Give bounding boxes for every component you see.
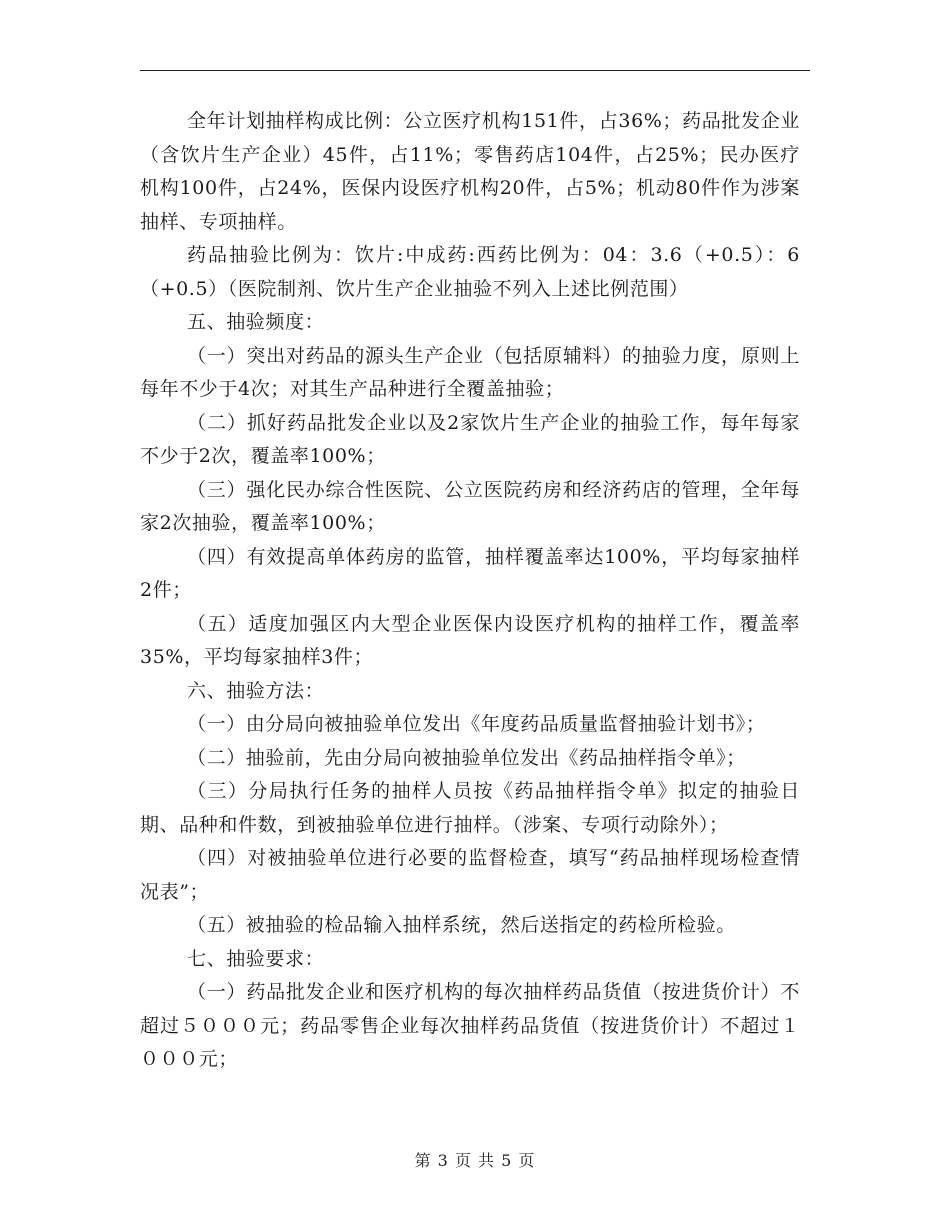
section-heading-frequency: 五、抽验频度： (187, 311, 325, 333)
method-item-2: （二）抽验前，先由分局向被抽验单位发出《药品抽样指令单》； (187, 746, 746, 769)
frequency-item-5: （五）适度加强区内大型企业医保内设医疗机构的抽样工作，覆盖率35%，平均每家抽样3件； (140, 612, 800, 668)
requirement-item-1: （一）药品批发企业和医疗机构的每次抽样药品货值（按进货价计）不超过５０００元；药品零售企业每次抽样药品货值（按进货价计）不超过１０００元； (140, 981, 800, 1070)
paragraph-drug-ratio: 药品抽验比例为：饮片:中成药:西药比例为：04：3.6（+0.5）：6（+0.5）（医院制剂、饮片生产企业抽验不列入上述比例范围） (140, 244, 800, 300)
frequency-item-4: （四）有效提高单体药房的监管，抽样覆盖率达100%，平均每家抽样2件； (140, 545, 800, 601)
section-heading-requirements: 七、抽验要求： (187, 947, 325, 970)
page-number: 第 3 页 共 5 页 (414, 1151, 536, 1170)
method-item-1: （一）由分局向被抽验单位发出《年度药品质量监督抽验计划书》； (187, 713, 766, 735)
paragraph-sampling-ratio: 全年计划抽样构成比例：公立医疗机构151件，占36%；药品批发企业（含饮片生产企业）45件，占11%；零售药店104件，占25%；民办医疗机构100件，占24%，医保内设医疗机构20件，占5%；机动80件作为涉案抽样、专项抽样。 (140, 110, 800, 233)
frequency-item-3: （三）强化民办综合性医院、公立医院药房和经济药店的管理，全年每家2次抽验，覆盖率100%； (140, 478, 800, 534)
body-text (140, 105, 800, 1077)
method-item-5: （五）被抽验的检品输入抽样系统，然后送指定的药检所检验。 (187, 914, 736, 936)
header-rule (140, 70, 810, 71)
frequency-item-2: （二）抓好药品批发企业以及2家饮片生产企业的抽验工作，每年每家不少于2次，覆盖率100%； (140, 411, 800, 467)
frequency-item-1: （一）突出对药品的源头生产企业（包括原辅料）的抽验力度，原则上每年不少于4次；对其生产品种进行全覆盖抽验； (140, 344, 800, 400)
method-item-4: （四）对被抽验单位进行必要的监督检查，填写“药品抽样现场检查情况表”； (140, 847, 800, 903)
method-item-3: （三）分局执行任务的抽样人员按《药品抽样指令单》拟定的抽验日期、品种和件数，到被抽验单位进行抽样。（涉案、专项行动除外）； (140, 780, 800, 836)
section-heading-method: 六、抽验方法： (187, 679, 325, 702)
